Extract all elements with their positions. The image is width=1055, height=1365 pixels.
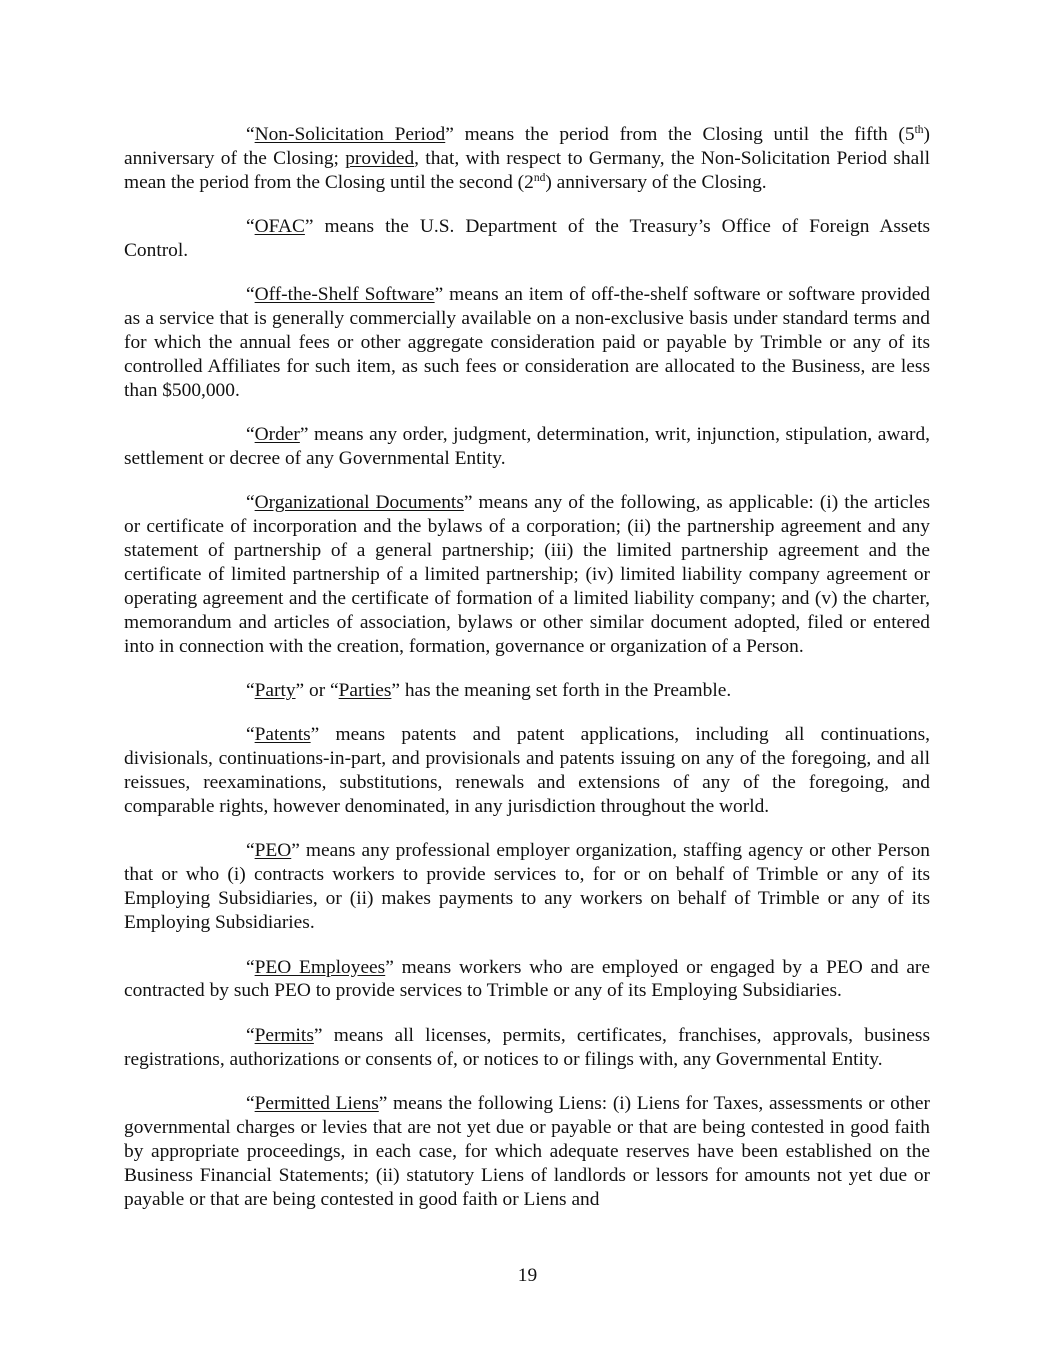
definition-peo-employees: “PEO Employees” means workers who are employed or engaged by a PEO and are contracted by such PEO to provide services to Trimble or any of its Employing Subsidiaries. xyxy=(124,956,930,1002)
superscript: th xyxy=(914,124,924,136)
definition-peo: “PEO” means any professional employer organization, staffing agency or other Person that or who (i) contracts workers to provide services to, for or on behalf of Trimble or any of its Employing Subsidiaries, or (ii) makes payments to any workers on behalf of Trimble or any of its Employing Subsidiaries. xyxy=(124,840,930,934)
defined-term: Order xyxy=(254,424,300,446)
superscript: nd xyxy=(533,171,546,184)
definition-permits: “Permits” means all licenses, permits, certificates, franchises, approvals, business registrations, authorizations or consents of, or notices to or filings with, any Governmental Entity. xyxy=(124,1024,930,1070)
defined-term: Patents xyxy=(254,724,311,746)
defined-term: Permits xyxy=(254,1024,314,1046)
defined-term: Non-Solicitation Period xyxy=(254,124,446,145)
defined-term: OFAC xyxy=(254,216,305,238)
definition-off-the-shelf-software: “Off-the-Shelf Software” means an item of off-the-shelf software or software provided as a service that is generally commercially available on a non-exclusive basis under standard terms and for which the annual fees or other aggregate consideration paid or payable by Trimble or any of its controlled Affiliates for such item, as such fees or consideration are allocated to the Business, are less than $500,000. xyxy=(124,284,930,401)
defined-term: Parties xyxy=(338,680,392,702)
definition-permitted-liens: “Permitted Liens” means the following Liens: (i) Liens for Taxes, assessments or other governmental charges or levies that are not yet due or payable or that are being contested in good faith by appropriate proceedings, in each case, for which adequate reserves have been established on the Business Financial Statements; (ii) statutory Liens of landlords or lessors for amounts not yet due or payable or that are being contested in good faith or Liens and xyxy=(124,1092,930,1210)
defined-term: Party xyxy=(254,680,296,702)
definition-non-solicitation-period: “Non-Solicitation Period” means the period from the Closing until the fifth (5th) anniversary of the Closing; provided, that, with respect to Germany, the Non-Solicitation Period shall mean the period from the Closing until the second (2nd) anniversary of the Closing. xyxy=(124,124,930,193)
defined-term: provided xyxy=(345,147,415,169)
document-page xyxy=(124,123,930,1232)
page-number: 19 xyxy=(517,1265,538,1286)
defined-term: PEO Employees xyxy=(254,956,386,978)
definition-organizational-documents: “Organizational Documents” means any of the following, as applicable: (i) the articles or certificate of incorporation and the bylaws of a corporation; (ii) the partnership agreement and any statement of partnership of a general partnership; (iii) the limited partnership agreement and the certificate of limited partnership of a limited partnership; (iv) limited liability company agreement or operating agreement and the certificate of formation of a limited liability company; and (v) the charter, memorandum and articles of association, bylaws or other similar document adopted, filed or entered into in connection with the creation, formation, governance or organization of a Person. xyxy=(124,492,930,657)
defined-term: Organizational Documents xyxy=(254,492,464,514)
defined-term: Permitted Liens xyxy=(254,1092,379,1114)
defined-term: PEO xyxy=(254,840,292,862)
definition-ofac: “OFAC” means the U.S. Department of the Treasury’s Office of Foreign Assets Control. xyxy=(124,216,930,262)
definition-order: “Order” means any order, judgment, determination, writ, injunction, stipulation, award, settlement or decree of any Governmental Entity. xyxy=(124,424,930,470)
defined-term: Off-the-Shelf Software xyxy=(254,284,435,306)
definition-patents: “Patents” means patents and patent applications, including all continuations, divisionals, continuations-in-part, and provisionals and patents issuing on any of the foregoing, and all reissues, reexaminations, substitutions, renewals and extensions of any of the foregoing, and comparable rights, however denominated, in any jurisdiction throughout the world. xyxy=(124,724,930,818)
definition-party: “Party” or “Parties” has the meaning set forth in the Preamble. xyxy=(246,680,732,702)
